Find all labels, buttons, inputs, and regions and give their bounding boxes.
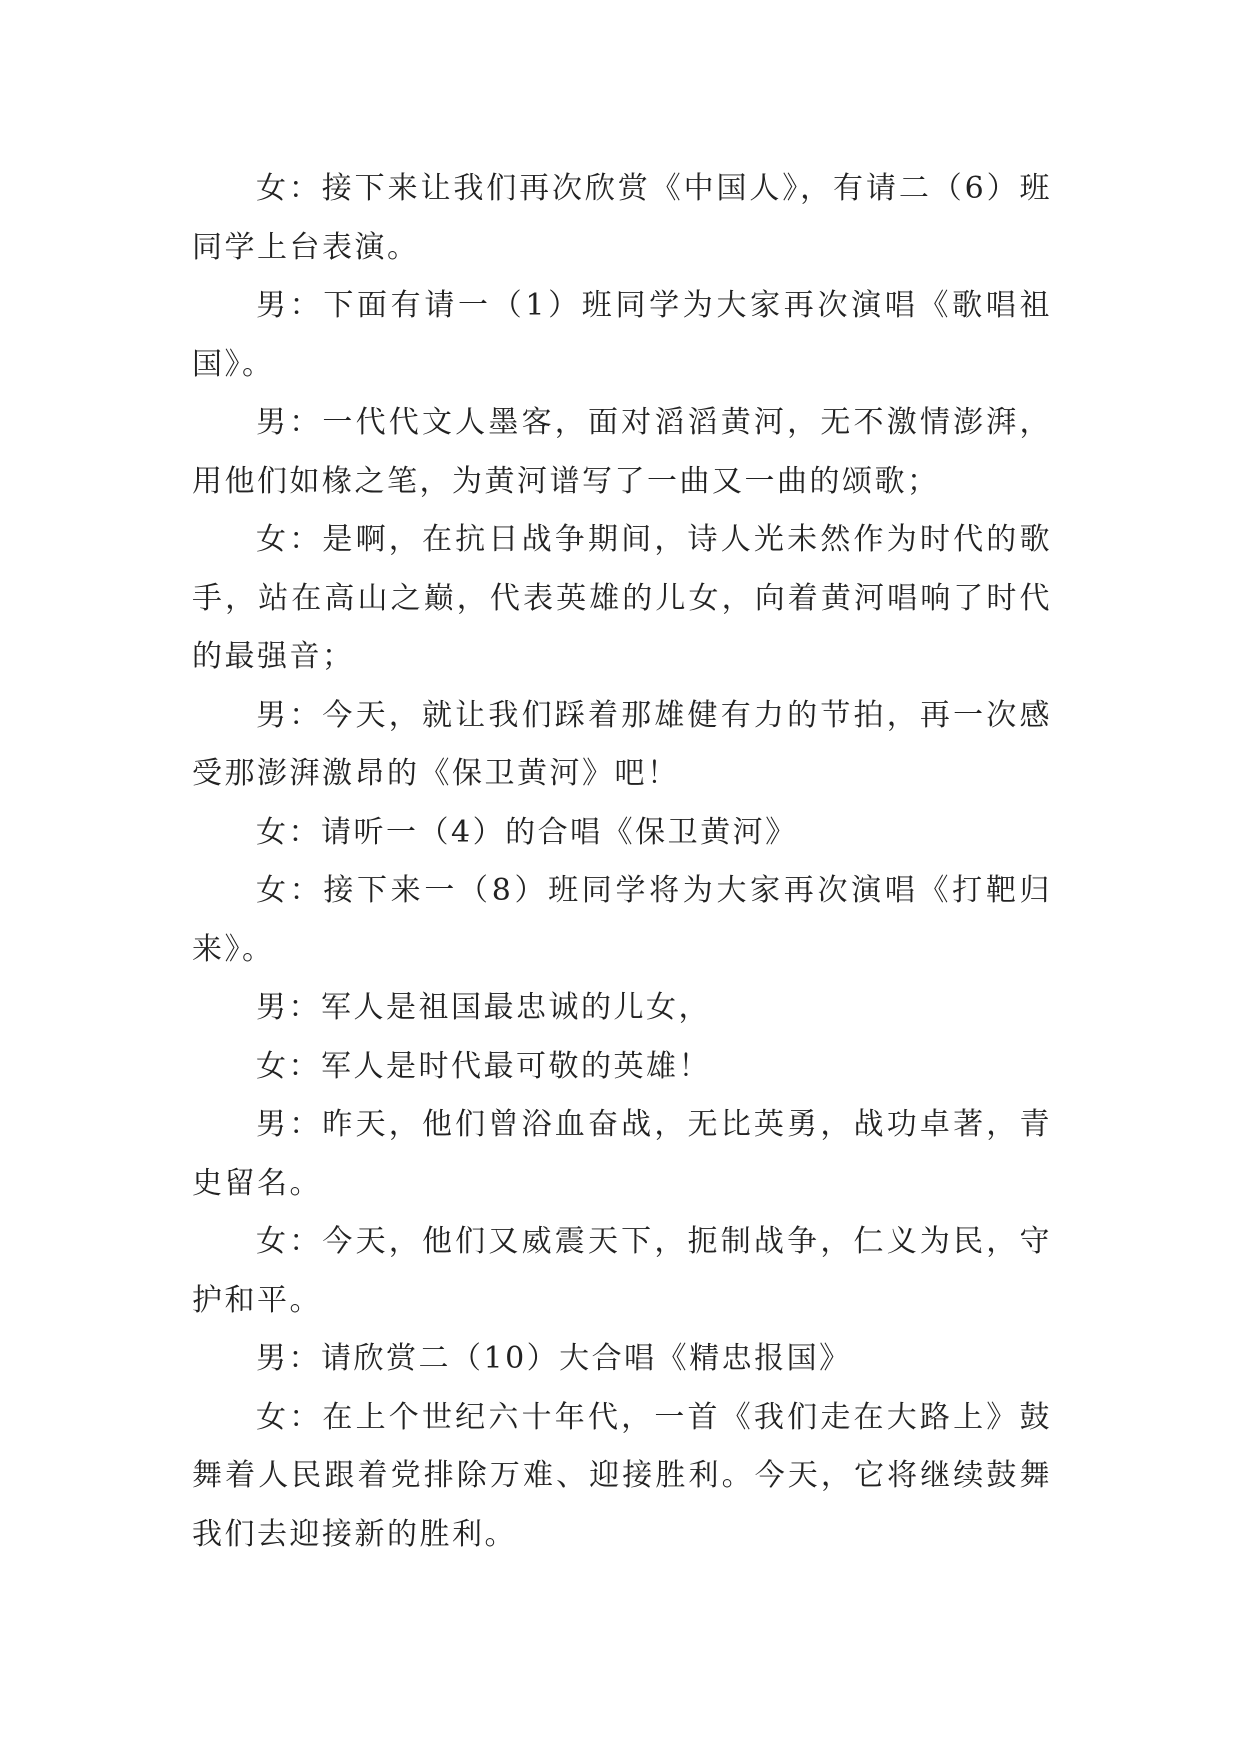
paragraph: 男：今天，就让我们踩着那雄健有力的节拍，再一次感受那澎湃激昂的《保卫黄河》吧！ [192, 697, 1052, 791]
paragraph: 男：一代代文人墨客，面对滔滔黄河，无不激情澎湃，用他们如椽之笔，为黄河谱写了一曲又一曲的颂歌； [192, 405, 1052, 499]
paragraph: 女：今天，他们又威震天下，扼制战争，仁义为民，守护和平。 [192, 1224, 1052, 1318]
document-body [192, 160, 1052, 1564]
paragraph: 女：接下来让我们再次欣赏《中国人》，有请二（6）班同学上台表演。 [192, 171, 1052, 265]
paragraph: 女：是啊，在抗日战争期间，诗人光未然作为时代的歌手，站在高山之巅，代表英雄的儿女，向着黄河唱响了时代的最强音； [192, 522, 1052, 674]
paragraph: 男：请欣赏二（10）大合唱《精忠报国》 [256, 1341, 852, 1376]
paragraph: 女：接下来一（8）班同学将为大家再次演唱《打靶归来》。 [192, 873, 1052, 967]
paragraph: 男：昨天，他们曾浴血奋战，无比英勇，战功卓著，青史留名。 [192, 1107, 1052, 1201]
paragraph: 女：请听一（4）的合唱《保卫黄河》 [256, 814, 798, 850]
paragraph: 男：军人是祖国最忠诚的儿女， [256, 990, 711, 1025]
paragraph: 女：在上个世纪六十年代，一首《我们走在大路上》鼓舞着人民跟着党排除万难、迎接胜利。今天，它将继续鼓舞我们去迎接新的胜利。 [192, 1399, 1052, 1552]
paragraph: 男：下面有请一（1）班同学为大家再次演唱《歌唱祖国》。 [192, 288, 1052, 382]
paragraph: 女：军人是时代最可敬的英雄！ [256, 1048, 711, 1084]
